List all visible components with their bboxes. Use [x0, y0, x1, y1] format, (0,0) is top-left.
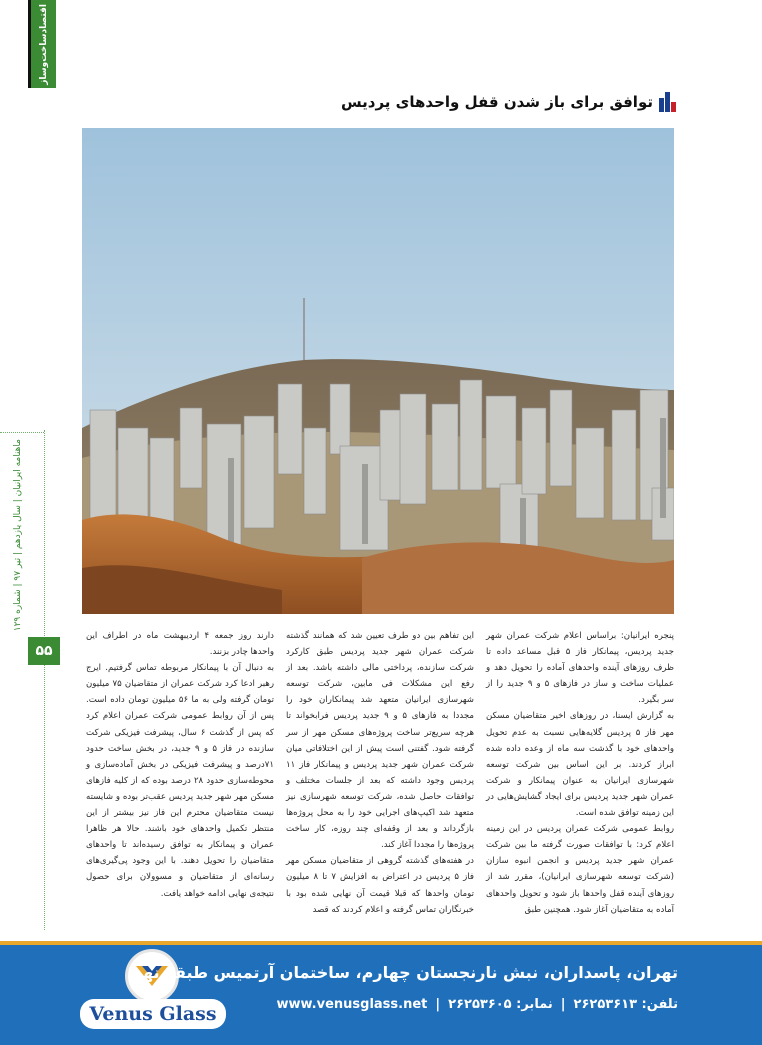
- paragraph: روابط عمومی شرکت عمران پردیس در این زمینه اعلام کرد: با توافقات صورت گرفته ما بین شرکت عمران شهر جدید پردیس و انجمن انبوه سازان (شرکت توسعه شهرسازی ایرانیان)، مقرر شد از روزهای آینده قفل واحدها باز شود و تحویل واحدهای آماده به متقاضیان آغاز شود. همچنین طبق: [486, 824, 674, 915]
- ad-top-stripe: [0, 941, 762, 945]
- page-number: ۵۵: [28, 637, 60, 665]
- section-tab-label: اقتصاد‌ساخت‌و‌ساز: [38, 3, 49, 85]
- article-headline: [341, 92, 676, 112]
- brand-logo: [80, 947, 226, 1041]
- article-title: توافق برای باز شدن قفل واحدهای پردیس: [340, 93, 653, 111]
- issue-info-text: ماهنامه ایرانیان | سال یازدهم | تیر ۹۷ | شماره ۱۲۹: [13, 438, 23, 632]
- paragraph: پنجره ایرانیان: براساس اعلام شرکت عمران شهر جدید پردیس، پیمانکار فاز ۵ قبل مساعد داده تا ظرف روزهای آینده واحدهای آماده را تحویل دهد و عملیات ساخت و ساز در فازهای ۵ و ۹ جدید را از سر بگیرد.: [486, 631, 674, 706]
- ad-separator: |: [560, 997, 566, 1012]
- article-column-1: [486, 628, 674, 918]
- paragraph: دارند روز جمعه ۴ اردیبهشت ماه در اطراف این واحدها چادر بزنند.: [86, 631, 274, 658]
- section-tab: [28, 0, 56, 88]
- paragraph: به گزارش ایسنا، در روزهای اخیر متقاضیان مسکن مهر فاز ۵ پردیس گلایه‌هایی نسبت به عدم تحویل واحدهای خود با گذشت سه ماه از وعده داده شده ابراز کردند. بر این اساس بین شرکت توسعه شهرسازی ایرانیان به عنوان پیمانکار و شرکت عمران شهر جدید پردیس برای ایجاد گشایش‌هایی در این زمینه توافق شده است.: [486, 711, 674, 819]
- side-divider: [0, 432, 44, 433]
- ad-contact-line: [276, 997, 678, 1012]
- ad-separator: |: [435, 997, 441, 1012]
- issue-info: [6, 440, 30, 630]
- ad-fax: نمابر: ۲۶۲۵۳۶۰۵: [448, 997, 553, 1012]
- side-guide-line: [44, 430, 45, 930]
- bar-chart-icon: [659, 92, 676, 112]
- ad-address: تهران، پاسداران، نبش نارنجستان چهارم، ساختمان آرتمیس طبقه نهم: [130, 963, 678, 982]
- ad-phone: تلفن: ۲۶۲۵۳۶۱۳: [573, 997, 678, 1012]
- paragraph: این تفاهم بین دو طرف تعیین شد که همانند گذشته شرکت عمران شهر جدید پردیس طبق کارکرد شرکت سازنده، پرداختی مالی داشته باشد. بعد از رفع این مشکلات فی مابین، شرکت توسعه شهرسازی ایرانیان متعهد شد پیمانکاران خود را مجددا به فازهای ۵ و ۹ جدید پردیس فرابخواند تا هرچه سریع‌تر ساخت پروژه‌های مسکن مهر از سر گرفته شود. گفتنی است پیش از این اختلافاتی میان شرکت عمران شهر جدید پردیس و پیمانکار فاز ۱۱ پردیس وجود داشته که بعد از جلسات مختلف و توافقات حاصل شده، شرکت توسعه شهرسازی نیز متعهد شد اکیپ‌های اجرایی خود را به محل پروژه‌ها بازگرداند و بعد از وقفه‌ای چند روزه، کار ساخت پروژه‌ها را مجددا آغاز کند.: [286, 631, 474, 851]
- ad-website-link[interactable]: www.venusglass.net: [276, 997, 428, 1012]
- article-photo: [82, 128, 674, 614]
- advertisement-banner: [0, 941, 762, 1045]
- paragraph: به دنبال آن با پیمانکار مربوطه تماس گرفتیم. ایرج رهبر ادعا کرد شرکت عمران از متقاضیان ۷۵ میلیون تومان گرفته ولی به ما ۵۶ میلیون تومان داده است. پس از آن روابط عمومی شرکت عمران اعلام کرد که پس از گذشت ۶ سال، پیشرفت فیزیکی شرکت سازنده در فاز ۵ و ۹ جدید، در بخش ساخت حدود ۷۱درصد و پیشرفت فیزیکی در بخش آماده‌سازی و محوطه‌سازی حدود ۲۸ درصد بوده که از کلیه فازهای مسکن مهر شهر جدید پردیس عقب‌تر بوده و شایسته نیست متقاضیان محترم این فاز نیز بیشتر از این منتظر تکمیل واحدهای خود باشند. حالا هر ظاهرا عمران و پیمانکار به توافق رسیده‌اند تا واحدهای متقاضیان را تحویل دهند. با این وجود پی‌گیری‌های رسانه‌ای از متقاضیان و مسوولان برای حصول نتیجه‌ی نهایی ادامه خواهد یافت.: [86, 663, 274, 899]
- article-column-3: [86, 628, 274, 902]
- brand-name: Venus Glass: [80, 999, 226, 1029]
- paragraph: در هفته‌های گذشته گروهی از متقاضیان مسکن مهر فاز ۵ پردیس در اعتراض به افزایش ۷ تا ۸ میلیون تومان واحدها که قبلا قیمت آن نهایی شده بود با خبرنگاران تماس گرفته و اعلام کردند که قصد: [286, 856, 474, 915]
- article-column-2: [286, 628, 474, 918]
